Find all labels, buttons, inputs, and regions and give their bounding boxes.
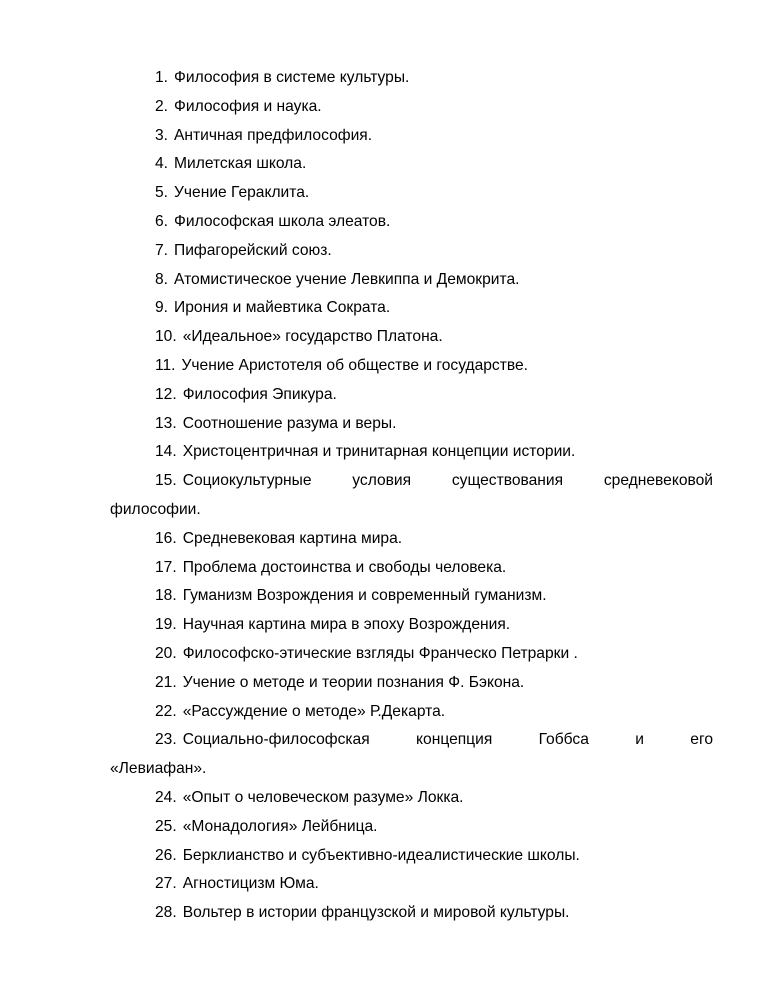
item-text: Берклианство и субъективно-идеалистические школы. [182,846,580,864]
item-word: и [635,731,644,749]
list-item [0,669,768,698]
item-text: Учение Гераклита. [174,184,310,202]
item-text: Агностицизм Юма. [182,875,319,893]
item-text: Гуманизм Возрождения и современный гуманизм. [182,587,547,605]
list-item [0,352,768,381]
list-item [0,525,768,554]
item-text: Философская школа элеатов. [174,212,391,230]
item-text: «Рассуждение о методе» Р.Декарта. [182,702,446,720]
item-number: 6. [155,212,169,230]
item-text: «Монадология» Лейбница. [182,817,378,835]
item-number: 24. [155,788,177,806]
item-number: 14. [155,443,177,461]
item-text: Античная предфилософия. [174,126,373,144]
list-item [0,842,768,871]
list-item [0,208,768,237]
item-text: Ирония и майевтика Сократа. [174,299,391,317]
item-number: 25. [155,817,177,835]
item-text: Проблема достоинства и свободы человека. [182,558,507,576]
list-item [0,410,768,439]
item-text: Соотношение разума и веры. [182,414,397,432]
list-item [0,150,768,179]
item-number: 8. [155,270,169,288]
item-number: 9. [155,299,169,317]
list-item [0,64,768,93]
item-number: 22. [155,702,177,720]
item-text: Философия Эпикура. [182,385,337,403]
item-text: Христоцентричная и тринитарная концепции истории. [182,443,576,461]
item-text: «Опыт о человеческом разуме» Локка. [182,788,464,806]
item-text: Атомистическое учение Левкиппа и Демокрита. [174,270,520,288]
item-text: Средневековая картина мира. [182,529,403,547]
item-text: Учение о методе и теории познания Ф. Бэкона. [182,673,525,691]
list-item [0,122,768,151]
list-item [0,899,768,928]
item-number: 4. [155,155,169,173]
list-item [0,726,768,755]
item-text: Вольтер в истории французской и мировой культуры. [182,904,570,922]
item-continuation: «Левиафан». [110,760,207,778]
item-number: 16. [155,529,177,547]
item-continuation: философии. [110,500,201,518]
item-text: Философия в системе культуры. [174,69,410,86]
item-word: Социокультурные [182,472,312,490]
item-number: 7. [155,241,169,259]
list-item [0,640,768,669]
item-word: Гоббса [538,731,589,749]
item-number: 28. [155,904,177,922]
list-item [0,698,768,727]
item-number: 12. [155,385,177,403]
item-number: 2. [155,97,169,115]
list-item [0,294,768,323]
item-number: 23. [155,731,177,749]
item-number: 27. [155,875,177,893]
item-text: Научная картина мира в эпоху Возрождения. [182,616,511,634]
item-number: 15. [155,472,177,490]
item-text: Милетская школа. [174,155,307,173]
item-text: «Идеальное» государство Платона. [182,328,443,346]
list-item [0,582,768,611]
list-item [0,438,768,467]
item-text: Философско-этические взгляды Франческо Петрарки . [182,644,578,662]
list-item [0,870,768,899]
item-word: его [690,731,713,749]
item-word: условия [352,472,412,490]
item-text: Учение Аристотеля об обществе и государстве. [181,356,528,374]
list-item [0,611,768,640]
item-number: 21. [155,673,177,691]
item-word: Социально-философская [182,731,370,749]
list-item [0,323,768,352]
item-number: 10. [155,328,177,346]
item-number: 13. [155,414,177,432]
item-text: Философия и наука. [174,97,322,115]
item-word: существования [451,472,564,490]
item-number: 18. [155,587,177,605]
item-number: 19. [155,616,177,634]
item-number: 3. [155,126,169,144]
list-item [0,381,768,410]
item-number: 5. [155,184,169,202]
list-item [0,784,768,813]
item-number: 26. [155,846,177,864]
list-item [0,813,768,842]
list-item [0,467,768,496]
topic-list [0,64,768,928]
list-item [0,237,768,266]
list-item [0,179,768,208]
list-item [0,93,768,122]
item-number: 20. [155,644,177,662]
list-item [0,554,768,583]
item-number: 1. [155,69,169,86]
item-word: концепция [416,731,493,749]
item-number: 11. [155,356,176,374]
item-number: 17. [155,558,177,576]
item-word: средневековой [603,472,713,490]
item-text: Пифагорейский союз. [174,241,332,259]
list-item [0,266,768,295]
